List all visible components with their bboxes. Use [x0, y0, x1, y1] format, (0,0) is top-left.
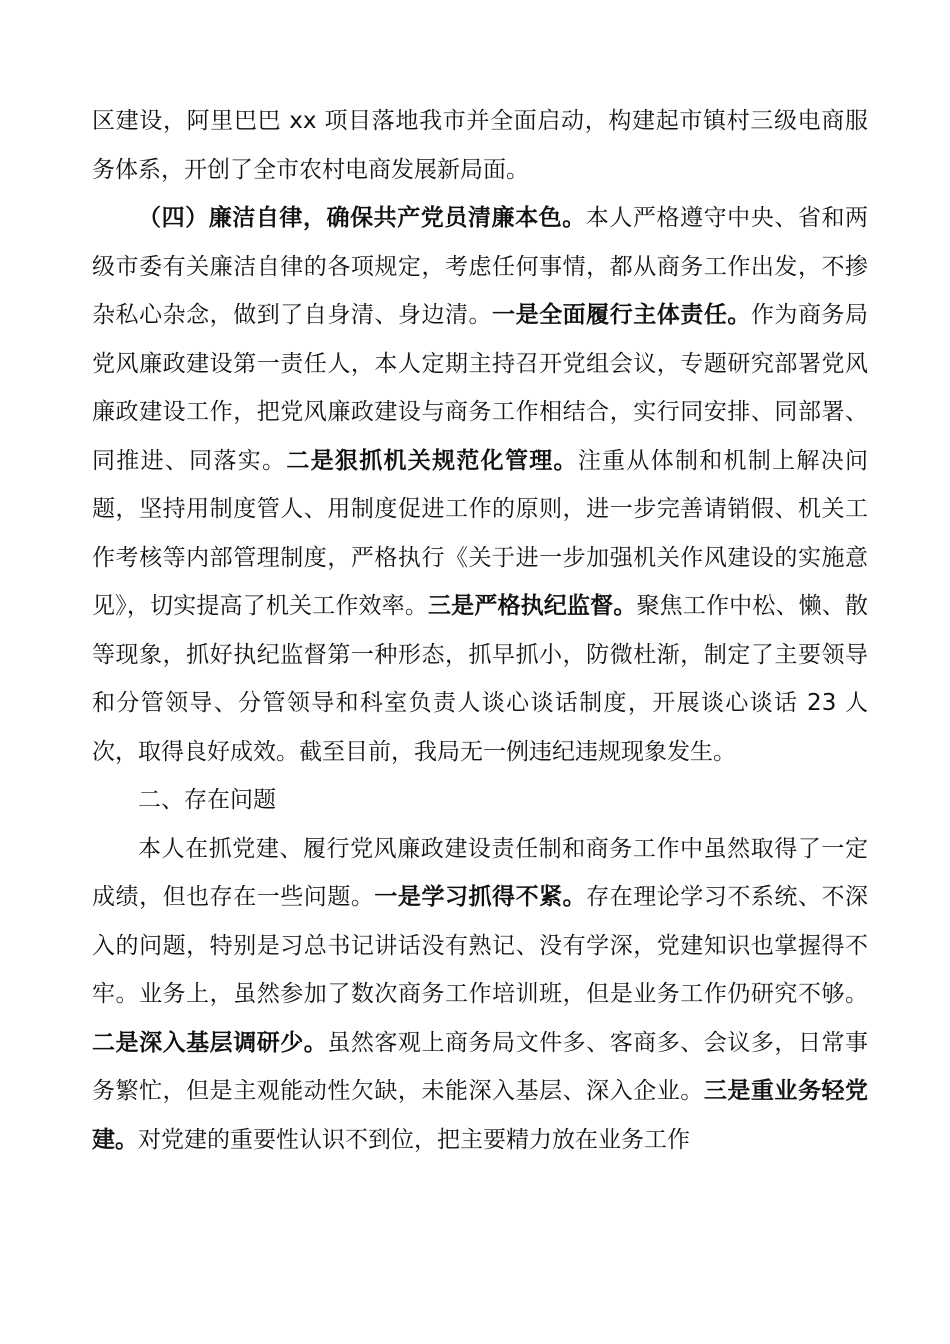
- point-heading-1: 一是全面履行主体责任。: [492, 302, 751, 328]
- paragraph-text: 区建设，阿里巴巴 xx 项目落地我市并全面启动，构建起市镇村三级电商服务体系，开创了全市农村电商发展新局面。: [92, 108, 868, 183]
- point-heading-3: 三是重业务轻党建。: [92, 1078, 868, 1153]
- paragraph-problems: [92, 825, 868, 1165]
- point-heading-2: 二是狠抓机关规范化管理。: [286, 447, 578, 474]
- paragraph-integrity: [92, 194, 868, 776]
- paragraph-text: 作为商务局党风廉政建设第一责任人，本人定期主持召开党组会议，专题研究部署党风廉政建设工作，把党风廉政建设与商务工作相结合，实行同安排、同部署、同推进、同落实。: [92, 302, 868, 474]
- section-heading: 二、存在问题: [138, 787, 276, 813]
- paragraph-text: 本人严格遵守中央、省和两级市委有关廉洁自律的各项规定，考虑任何事情，都从商务工作出发，不掺杂私心杂念，做到了自身清、身边清。: [92, 205, 869, 328]
- paragraph-text: 存在理论学习不系统、不深入的问题，特别是习总书记讲话没有熟记、没有学深，党建知识也掌握得不牢。业务上，虽然参加了数次商务工作培训班，但是业务工作仍研究不够。: [92, 884, 868, 1007]
- paragraph-text: 聚焦工作中松、懒、散等现象，抓好执纪监督第一种形态，抓早抓小，防微杜渐，制定了主要领导和分管领导、分管领导和科室负责人谈心谈话制度，开展谈心谈话 23 人次，取得良好成效。截至目前，我局无一例违纪违规现象发生。: [92, 593, 869, 765]
- paragraph-text: 虽然客观上商务局文件多、客商多、会议多，日常事务繁忙，但是主观能动性欠缺，未能深入基层、深入企业。: [92, 1029, 868, 1104]
- point-heading-3: 三是严格执纪监督。: [428, 593, 637, 619]
- paragraph-text: 对党建的重要性认识不到位，把主要精力放在业务工作: [138, 1126, 690, 1153]
- paragraph-text: 注重从体制和机制上解决问题，坚持用制度管人、用制度促进工作的原则，进一步完善请销假、机关工作考核等内部管理制度，严格执行《关于进一步加强机关作风建设的实施意见》，切实提高了机关工作效率。: [92, 447, 869, 619]
- paragraph-text: 本人在抓党建、履行党风廉政建设责任制和商务工作中虽然取得了一定成绩，但也存在一些问题。: [92, 835, 868, 910]
- subsection-heading: （四）廉洁自律，确保共产党员清廉本色。: [138, 205, 586, 231]
- document-page: [92, 97, 868, 1164]
- paragraph-ecommerce-continuation: [92, 97, 868, 194]
- point-heading-2: 二是深入基层调研少。: [92, 1029, 328, 1056]
- point-heading-1: 一是学习抓得不紧。: [374, 884, 587, 910]
